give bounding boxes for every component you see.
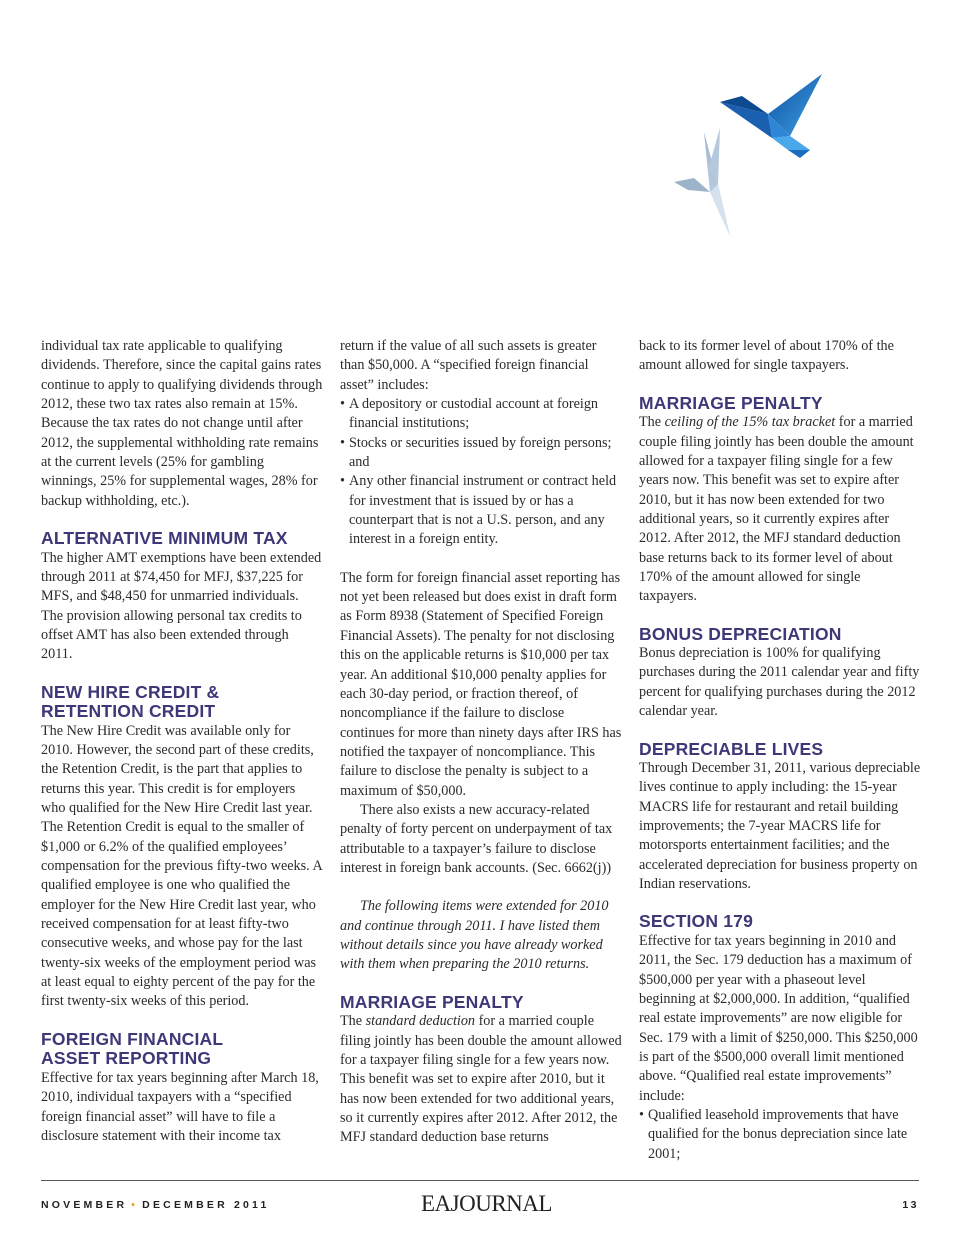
column-3 bbox=[639, 337, 921, 1164]
heading-foreign-financial-asset bbox=[41, 1030, 323, 1069]
heading-marriage-penalty: MARRIAGE PENALTY bbox=[639, 392, 823, 413]
paragraph-continuation: back to its former level of about 170% of the amount allowed for single taxpayers. bbox=[639, 338, 894, 374]
issue-month-1: NOVEMBER bbox=[41, 1199, 128, 1211]
paragraph-extended-items bbox=[340, 897, 622, 974]
heading-alternative-minimum-tax: ALTERNATIVE MINIMUM TAX bbox=[41, 528, 288, 549]
page-footer bbox=[41, 1180, 919, 1225]
paragraph-section-179: Effective for tax years beginning in 2010 and 2011, the Sec. 179 deduction has a maximum of $500,000 per year with a phaseout level beginning at $2,000,000. In addition, “qualified real estate improvements” are now eligible for Sec. 179 with a limit of $250,000. This $250,000 is part of the $500,000 overall limit mentioned above. “Qualified real estate improvements” include: bbox=[639, 932, 918, 1104]
issue-date bbox=[41, 1199, 270, 1211]
italic-term: standard deduction bbox=[365, 1013, 476, 1030]
paragraph-foreign-threshold: return if the value of all such assets is greater than $50,000. A “specified foreign financial asset” includes: bbox=[340, 338, 597, 393]
paragraph-accuracy-penalty: There also exists a new accuracy-related penalty of forty percent on underpayment of tax attributable to a taxpayer’s failure to disclose interest in foreign bank accounts. (Sec. 6662(j)) bbox=[340, 801, 613, 876]
italic-note: The following items were extended for 2010 and continue through 2011. I have listed them without details since you have already worked with them when preparing the 2010 returns. bbox=[340, 898, 609, 973]
page-number: 13 bbox=[902, 1199, 919, 1211]
paragraph-foreign-reporting: Effective for tax years beginning after March 18, 2010, individual taxpayers with a “specified foreign financial asset” will have to file a disclosure statement with their income tax bbox=[41, 1069, 319, 1144]
heading-line-1: FOREIGN FINANCIAL bbox=[41, 1028, 224, 1049]
paragraph-capital-gains: individual tax rate applicable to qualifying dividends. Therefore, since the capital gains rates continue to apply to qualifying dividends through 2012, these two tax rates also remain at 15%. Because the tax rates do not change until after 2012, the supplemental withholding rate remains at the current levels (25% for gambling winnings, 25% for supplemental wages, 28% for backup withholding, etc.). bbox=[41, 338, 323, 509]
text-run: for a married couple filing jointly has been double the amount allowed for a taxpayer filing single for a few years now. This benefit was set to expire after 2010, but it has now been extended for two additional years, so it currently expires after 2012. After 2012, the MFJ standard deduction base returns back to its former level of about 170% of the amount allowed for single taxpayers. bbox=[639, 414, 914, 605]
small-pale-bird-icon bbox=[674, 128, 730, 236]
list-item: • Stocks or securities issued by foreign persons; and bbox=[340, 434, 622, 473]
text-run: The bbox=[639, 414, 665, 431]
heading-bonus-depreciation: BONUS DEPRECIATION bbox=[639, 623, 842, 644]
heading-section-179: SECTION 179 bbox=[639, 911, 754, 932]
large-blue-bird-icon bbox=[720, 74, 822, 158]
foreign-asset-list bbox=[340, 395, 622, 550]
paragraph-tax-bracket bbox=[639, 413, 921, 606]
separator-dot: • bbox=[131, 1199, 139, 1211]
text-run: for a married couple filing jointly has been double the amount allowed for a taxpayer filing single for a few years now. This benefit was set to expire after 2010, but it has now been extended for two additional years, so it currently expires after 2012. After 2012, the MFJ standard deduction base returns bbox=[340, 1013, 622, 1146]
list-item: • A depository or custodial account at foreign financial institutions; bbox=[340, 395, 622, 434]
heading-line-2: RETENTION CREDIT bbox=[41, 701, 216, 722]
paragraph-bonus-depreciation: Bonus depreciation is 100% for qualifying purchases during the 2011 calendar year and fifty percent for qualifying purchases during the 2012 calendar year. bbox=[639, 645, 920, 720]
origami-birds-illustration bbox=[660, 66, 840, 256]
paragraph-form-8938: The form for foreign financial asset reporting has not yet been released but does exist in draft form as Form 8938 (Statement of Specified Foreign Financial Assets). The penalty for not disclosing this on the applicable returns is $10,000 per tax year. An additional $10,000 penalty applies for each 30-day period, or fraction thereof, of noncompliance if the failure to disclose continues for more than ninety days after IRS has notified the taxpayer of noncompliance. This failure to disclose the penalty is subject to a maximum of $50,000. bbox=[340, 569, 622, 799]
italic-term: ceiling of the 15% tax bracket bbox=[664, 414, 836, 431]
paragraph-standard-deduction bbox=[340, 1012, 622, 1147]
heading-new-hire-credit bbox=[41, 683, 323, 722]
paragraph-amt: The higher AMT exemptions have been extended through 2011 at $74,450 for MFJ, $37,225 for MFS, and $48,450 for unmarried individuals. The provision allowing personal tax credits to offset AMT has also been extended through 2011. bbox=[41, 549, 322, 663]
heading-line-1: NEW HIRE CREDIT & bbox=[41, 681, 220, 702]
paragraph-depreciable-lives: Through December 31, 2011, various depreciable lives continue to apply including: the 15-year MACRS life for restaurant and retail building improvements; the 7-year MACRS life for motorsports entertainment facilities; and the accelerated depreciation for business property on Indian reservations. bbox=[639, 760, 921, 893]
column-1 bbox=[41, 337, 323, 1146]
list-item: • Any other financial instrument or contract held for investment that is issued by or has a counterpart that is not a U.S. person, and any interest in a foreign entity. bbox=[340, 472, 622, 549]
column-2 bbox=[340, 337, 622, 1148]
text-run: The bbox=[340, 1013, 366, 1030]
heading-line-2: ASSET REPORTING bbox=[41, 1048, 212, 1069]
issue-month-2: DECEMBER 2011 bbox=[142, 1199, 270, 1211]
ea-journal-logo: EAJOURNAL bbox=[421, 1191, 552, 1216]
list-item: • Qualified leasehold improvements that have qualified for the bonus depreciation since late 2001; bbox=[639, 1106, 921, 1164]
section-179-list bbox=[639, 1106, 921, 1164]
paragraph-new-hire: The New Hire Credit was available only for 2010. However, the second part of these credits, the Retention Credit, is the part that applies to returns this year. This credit is for employers who qualified for the New Hire Credit last year. The Retention Credit is equal to the smaller of $1,000 or 6.2% of the qualified employees’ compensation for the previous fifty-two weeks. A qualified employee is one who qualified the employer for the New Hire Credit last year, who received compensation for at least fifty-two consecutive weeks, and whose pay for the last twenty-six weeks of the employment period was at least equal to eighty percent of the pay for the first twenty-six weeks of this period. bbox=[41, 722, 322, 1010]
heading-depreciable-lives: DEPRECIABLE LIVES bbox=[639, 738, 824, 759]
heading-marriage-penalty: MARRIAGE PENALTY bbox=[340, 991, 524, 1012]
